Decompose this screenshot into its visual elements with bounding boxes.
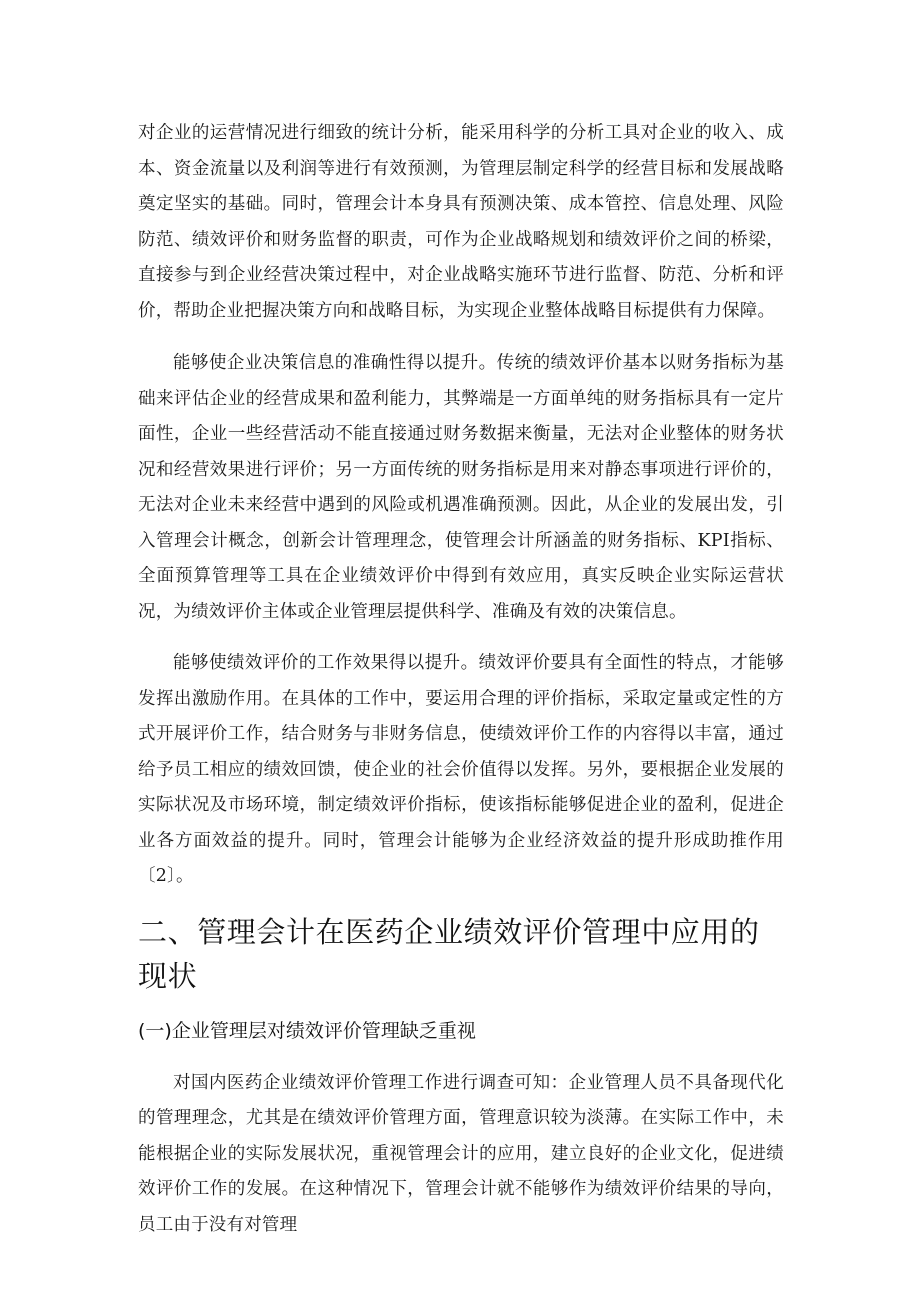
body-paragraph-2: 能够使企业决策信息的准确性得以提升。传统的绩效评价基本以财务指标为基础来评估企业的经营成果和盈利能力，其弊端是一方面单纯的财务指标具有一定片面性，企业一些经营活动不能直接通过财务数据来衡量，无法对企业整体的财务状况和经营效果进行评价；另一方面传统的财务指标是用来对静态事项进行评价的，无法对企业未来经营中遇到的风险或机遇准确预测。因此，从企业的发展出发，引入管理会计概念，创新会计管理理念，使管理会计所涵盖的财务指标、KPI指标、全面预算管理等工具在企业绩效评价中得到有效应用，真实反映企业实际运营状况，为绩效评价主体或企业管理层提供科学、准确及有效的决策信息。 [138, 353, 784, 622]
body-paragraph-3: 能够使绩效评价的工作效果得以提升。绩效评价要具有全面性的特点，才能够发挥出激励作用。在具体的工作中，要运用合理的评价指标，采取定量或定性的方式开展评价工作，结合财务与非财务信息，使绩效评价工作的内容得以丰富，通过给予员工相应的绩效回馈，使企业的社会价值得以发挥。另外，要根据企业发展的实际状况及市场环境，制定绩效评价指标，使该指标能够促进企业的盈利，促进企业各方面效益的提升。同时，管理会计能够为企业经济效益的提升形成助推作用〔2〕。 [138, 653, 784, 886]
body-paragraph-4: 对国内医药企业绩效评价管理工作进行调查可知：企业管理人员不具备现代化的管理理念，尤其是在绩效评价管理方面，管理意识较为淡薄。在实际工作中，未能根据企业的实际发展状况，重视管理会计的应用，建立良好的企业文化，促进绩效评价工作的发展。在这种情况下，管理会计就不能够作为绩效评价结果的导向，员工由于没有对管理 [138, 1072, 784, 1235]
body-paragraph-1: 对企业的运营情况进行细致的统计分析，能采用科学的分析工具对企业的收入、成本、资金流量以及利润等进行有效预测，为管理层制定科学的经营目标和发展战略奠定坚实的基础。同时，管理会计本身具有预测决策、成本管控、信息处理、风险防范、绩效评价和财务监督的职责，可作为企业战略规划和绩效评价之间的桥梁，直接参与到企业经营决策过程中，对企业战略实施环节进行监督、防范、分析和评价，帮助企业把握决策方向和战略目标，为实现企业整体战略目标提供有力保障。 [138, 123, 784, 321]
section-heading: 二、管理会计在医药企业绩效评价管理中应用的现状 [138, 914, 760, 993]
subsection-heading: (一)企业管理层对绩效评价管理缺乏重视 [138, 1019, 476, 1042]
document-page [138, 116, 784, 1243]
